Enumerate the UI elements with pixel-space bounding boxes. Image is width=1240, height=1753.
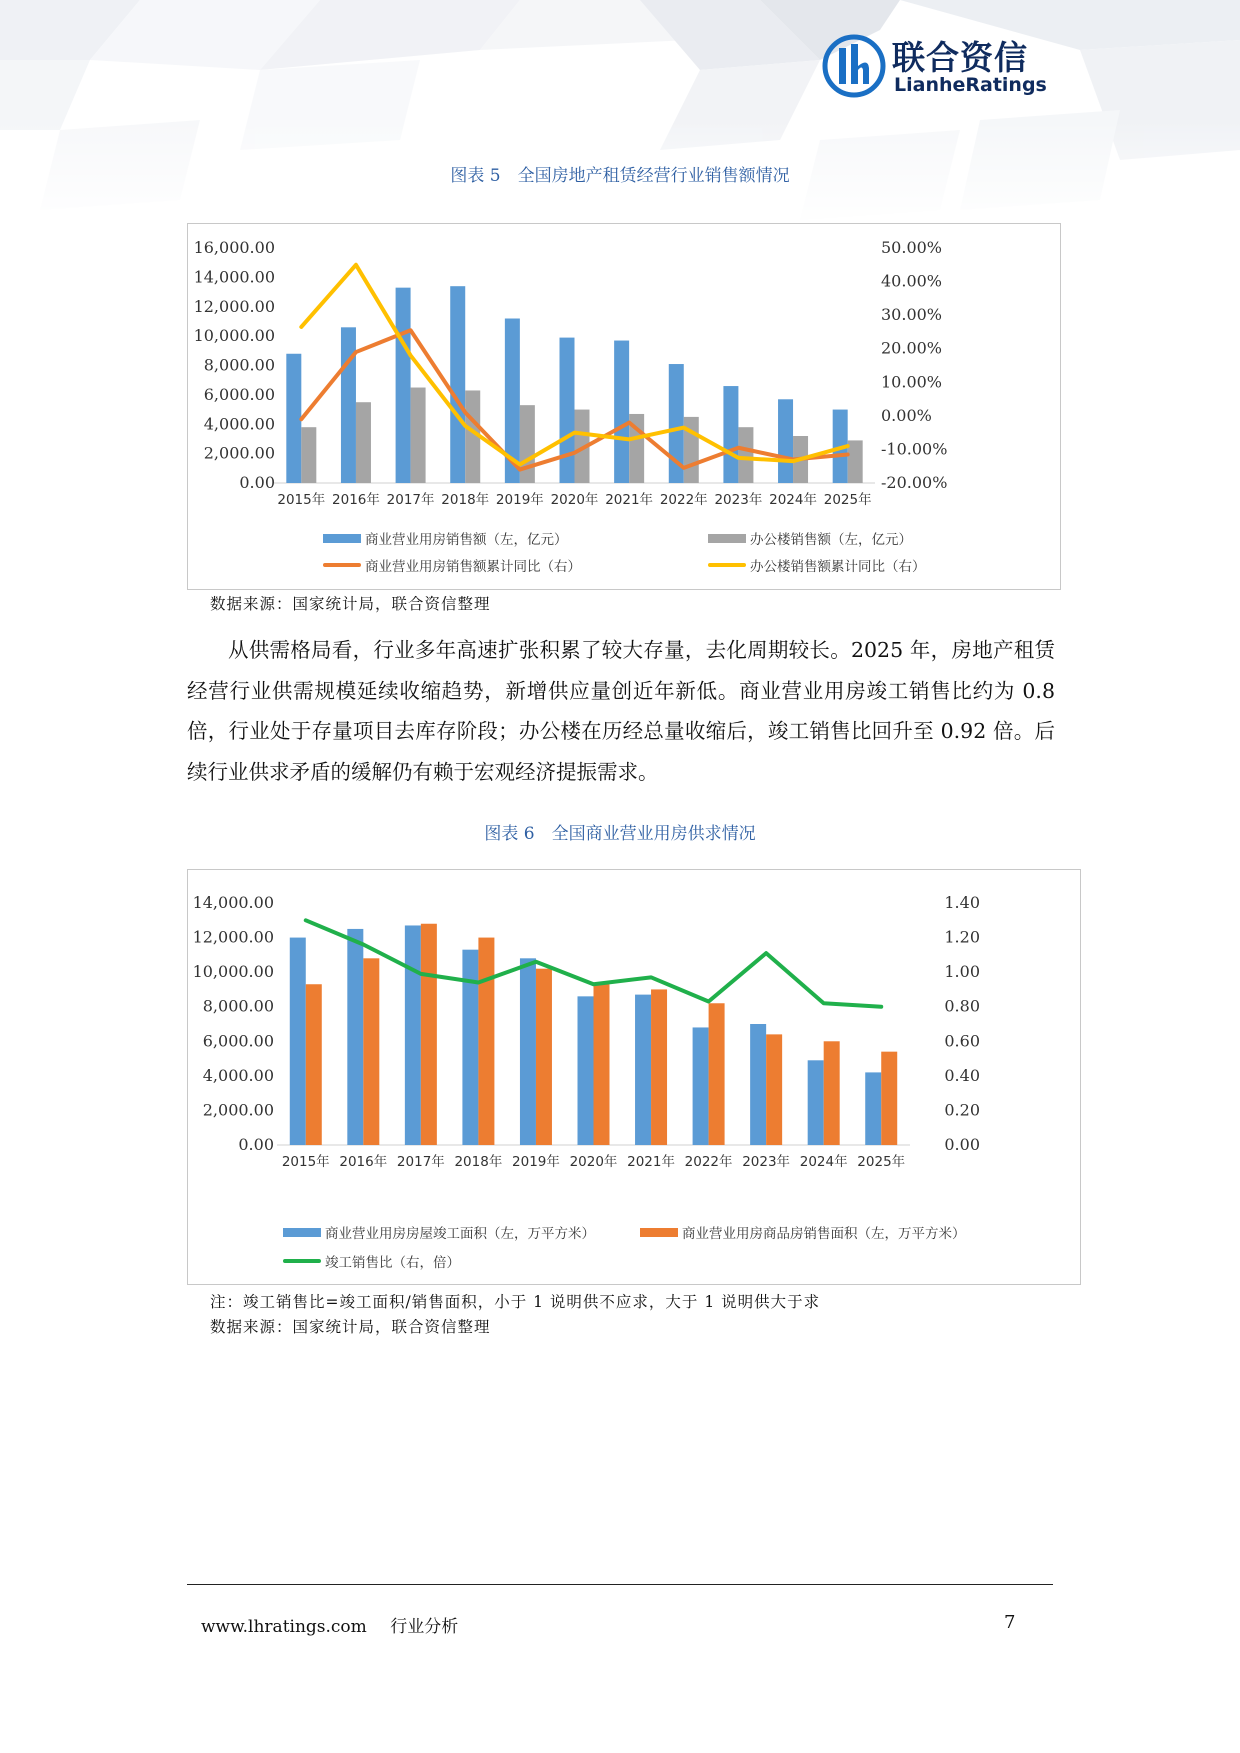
legend-item-completion-area [283, 1222, 595, 1242]
x-tick-label: 2024年 [799, 1154, 848, 1170]
legend-swatch [323, 563, 361, 567]
legend-swatch [283, 1228, 321, 1237]
y-right-tick-label: 30.00% [881, 305, 943, 325]
legend-item-office-yoy [708, 555, 926, 575]
y-left-tick-label: 2,000.00 [203, 443, 275, 463]
y-left-tick-label: 0.00 [238, 1135, 274, 1154]
y-left-tick-label: 10,000.00 [192, 962, 274, 982]
y-right-tick-label: -20.00% [881, 473, 948, 492]
y-right-tick-label: 0.20 [944, 1100, 980, 1120]
footer-section: 行业分析 [390, 1617, 459, 1637]
body-paragraph: 从供需格局看，行业多年高速扩张积累了较大存量，去化周期较长。2025 年，房地产租赁经营行业供需规模延续收缩趋势，新增供应量创近年新低。商业营业用房竣工销售比约为 0.8 倍，行业处于存量项目去库存阶段；办公楼在历经总量收缩后，竣工销售比回升至 0.92 倍。后续行业供求矛盾的缓解仍有赖于宏观经济提振需求。 [187, 638, 1055, 784]
legend-label: 商业营业用房商品房销售面积（左，万平方米） [682, 1226, 966, 1242]
y-right-tick-label: 40.00% [881, 271, 943, 291]
y-left-tick-label: 4,000.00 [202, 1065, 274, 1085]
lianhe-logo-icon [822, 34, 886, 98]
legend-item-commercial-sales [323, 528, 568, 548]
x-tick-label: 2022年 [659, 492, 708, 508]
y-left-tick-label: 12,000.00 [192, 927, 274, 947]
legend-label: 商业营业用房销售额累计同比（右） [365, 559, 581, 575]
legend-swatch [708, 563, 746, 567]
figure6-chart [187, 869, 1081, 1285]
legend-item-sales-area [640, 1222, 966, 1242]
x-tick-label: 2016年 [339, 1154, 388, 1170]
y-right-tick-label: 0.80 [944, 996, 980, 1016]
y-left-tick-label: 10,000.00 [193, 326, 275, 346]
y-right-tick-label: -10.00% [881, 439, 948, 459]
x-tick-label: 2017年 [386, 492, 435, 508]
x-tick-label: 2025年 [857, 1154, 906, 1170]
legend-label: 办公楼销售额累计同比（右） [750, 559, 926, 575]
x-tick-label: 2018年 [441, 492, 490, 508]
x-tick-label: 2015年 [277, 492, 326, 508]
company-logo [822, 32, 1054, 102]
y-right-tick-label: 0.00 [944, 1135, 980, 1154]
x-tick-label: 2016年 [332, 492, 380, 508]
y-right-tick-label: 1.40 [944, 893, 980, 912]
figure6-source: 数据来源：国家统计局，联合资信整理 [210, 1318, 491, 1336]
y-left-tick-label: 8,000.00 [202, 996, 274, 1016]
body-text [187, 630, 1055, 792]
x-tick-label: 2024年 [769, 492, 817, 508]
y-left-tick-label: 12,000.00 [193, 296, 275, 316]
y-left-tick-label: 4,000.00 [203, 414, 275, 434]
legend-swatch [283, 1259, 321, 1263]
y-left-tick-label: 8,000.00 [203, 355, 275, 375]
figure6-legend [188, 870, 1080, 1284]
x-tick-label: 2020年 [569, 1154, 618, 1170]
footer-website-link[interactable]: www.lhratings.com [201, 1617, 367, 1637]
y-right-tick-label: 0.00% [881, 405, 932, 425]
y-left-tick-label: 14,000.00 [193, 267, 275, 287]
x-tick-label: 2023年 [742, 1154, 791, 1170]
figure6-note: 注：竣工销售比=竣工面积/销售面积，小于 1 说明供不应求，大于 1 说明供大于求 [210, 1293, 821, 1311]
legend-label: 商业营业用房销售额（左，亿元） [365, 532, 568, 548]
footer-info [201, 1612, 458, 1637]
y-left-tick-label: 0.00 [239, 473, 275, 492]
x-tick-label: 2020年 [550, 492, 599, 508]
page-number: 7 [1004, 1612, 1016, 1633]
x-tick-label: 2025年 [823, 492, 872, 508]
logo-name-cn: 联合资信 [892, 38, 1028, 77]
figure5-chart [187, 223, 1061, 590]
y-left-tick-label: 16,000.00 [193, 238, 275, 257]
x-tick-label: 2021年 [605, 492, 654, 508]
header-pattern [0, 0, 1240, 230]
legend-swatch [708, 534, 746, 543]
figure6-caption: 图表 6 全国商业营业用房供求情况 [484, 824, 756, 844]
y-left-tick-label: 2,000.00 [202, 1100, 274, 1120]
y-right-tick-label: 0.60 [944, 1031, 980, 1051]
x-tick-label: 2017年 [396, 1154, 445, 1170]
y-left-tick-label: 14,000.00 [192, 893, 274, 912]
figure5-legend [188, 224, 1060, 589]
x-tick-label: 2019年 [495, 492, 544, 508]
x-tick-label: 2015年 [281, 1154, 330, 1170]
legend-item-office-sales [708, 528, 912, 548]
y-right-tick-label: 20.00% [881, 338, 943, 358]
x-tick-label: 2019年 [512, 1154, 560, 1170]
header-background [0, 0, 1240, 230]
legend-label: 商业营业用房房屋竣工面积（左，万平方米） [325, 1226, 595, 1242]
logo-name-en: LianheRatings [894, 74, 1047, 96]
x-tick-label: 2023年 [714, 492, 763, 508]
y-right-tick-label: 1.00 [944, 962, 980, 982]
y-right-tick-label: 10.00% [881, 372, 943, 392]
y-right-tick-label: 0.40 [944, 1065, 980, 1085]
x-tick-label: 2021年 [627, 1154, 675, 1170]
legend-item-commercial-yoy [323, 555, 581, 575]
legend-label: 竣工销售比（右，倍） [325, 1255, 460, 1271]
y-left-tick-label: 6,000.00 [203, 384, 275, 404]
y-left-tick-label: 6,000.00 [202, 1031, 274, 1051]
x-tick-label: 2022年 [684, 1154, 733, 1170]
legend-item-completion-sales-ratio [283, 1251, 460, 1271]
legend-swatch [640, 1228, 678, 1237]
footer-divider [187, 1584, 1053, 1585]
legend-label: 办公楼销售额（左，亿元） [750, 532, 912, 548]
legend-swatch [323, 534, 361, 543]
y-right-tick-label: 50.00% [881, 238, 943, 257]
figure5-caption: 图表 5 全国房地产租赁经营行业销售额情况 [450, 166, 790, 186]
figure5-source: 数据来源：国家统计局，联合资信整理 [210, 595, 491, 613]
y-right-tick-label: 1.20 [944, 927, 980, 947]
x-tick-label: 2018年 [454, 1154, 503, 1170]
